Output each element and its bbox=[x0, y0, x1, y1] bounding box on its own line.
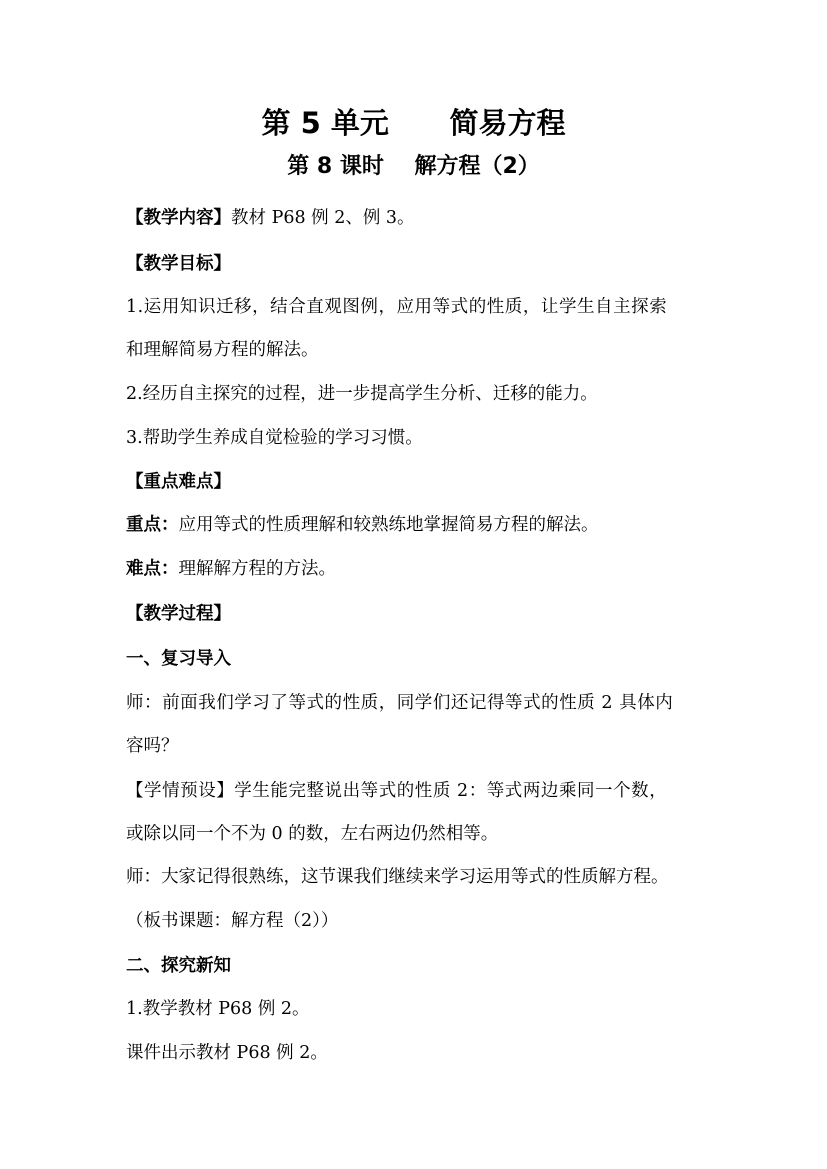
section-2-item-1: 1.教学教材 P68 例 2。 bbox=[126, 999, 310, 1019]
teaching-content bbox=[126, 205, 415, 231]
section-2-heading: 二、探究新知 bbox=[126, 956, 231, 976]
section-1-heading: 一、复习导入 bbox=[126, 649, 231, 669]
process-heading: 【教学过程】 bbox=[126, 604, 231, 624]
unit-title: 第 5 单元 简易方程 bbox=[261, 106, 566, 140]
teacher-statement: 师：大家记得很熟练，这节课我们继续来学习运用等式的性质解方程。 bbox=[126, 867, 669, 887]
difficult-point-text: 理解解方程的方法。 bbox=[178, 559, 336, 579]
objective-1-line-1: 1.运用知识迁移，结合直观图例，应用等式的性质，让学生自主探索 bbox=[126, 297, 668, 317]
key-point bbox=[126, 512, 599, 538]
key-points-heading: 【重点难点】 bbox=[126, 472, 231, 492]
student-preset-line-1: 【学情预设】学生能完整说出等式的性质 2：等式两边乘同一个数， bbox=[126, 781, 668, 801]
section-2-item-1-note: 课件出示教材 P68 例 2。 bbox=[126, 1043, 328, 1063]
key-point-text: 应用等式的性质理解和较熟练地掌握简易方程的解法。 bbox=[178, 515, 599, 535]
objectives-heading: 【教学目标】 bbox=[126, 254, 231, 274]
difficult-point-label: 难点： bbox=[126, 559, 179, 579]
objective-2: 2.经历自主探究的过程，进一步提高学生分析、迁移的能力。 bbox=[126, 384, 598, 404]
objective-1-line-2: 和理解简易方程的解法。 bbox=[126, 340, 319, 360]
teacher-question-line-2: 容吗？ bbox=[126, 736, 179, 756]
teacher-question-line-1: 师：前面我们学习了等式的性质，同学们还记得等式的性质 2 具体内 bbox=[126, 693, 674, 713]
difficult-point bbox=[126, 556, 336, 582]
lesson-title: 第 8 课时 解方程（2） bbox=[287, 154, 540, 179]
board-writing: （板书课题：解方程（2）） bbox=[126, 911, 339, 931]
objective-3: 3.帮助学生养成自觉检验的学习习惯。 bbox=[126, 428, 423, 448]
key-point-label: 重点： bbox=[126, 515, 179, 535]
student-preset-line-2: 或除以同一个不为 0 的数，左右两边仍然相等。 bbox=[126, 824, 499, 844]
teaching-content-label: 【教学内容】 bbox=[126, 208, 231, 228]
teaching-content-text: 教材 P68 例 2、例 3。 bbox=[231, 208, 415, 228]
